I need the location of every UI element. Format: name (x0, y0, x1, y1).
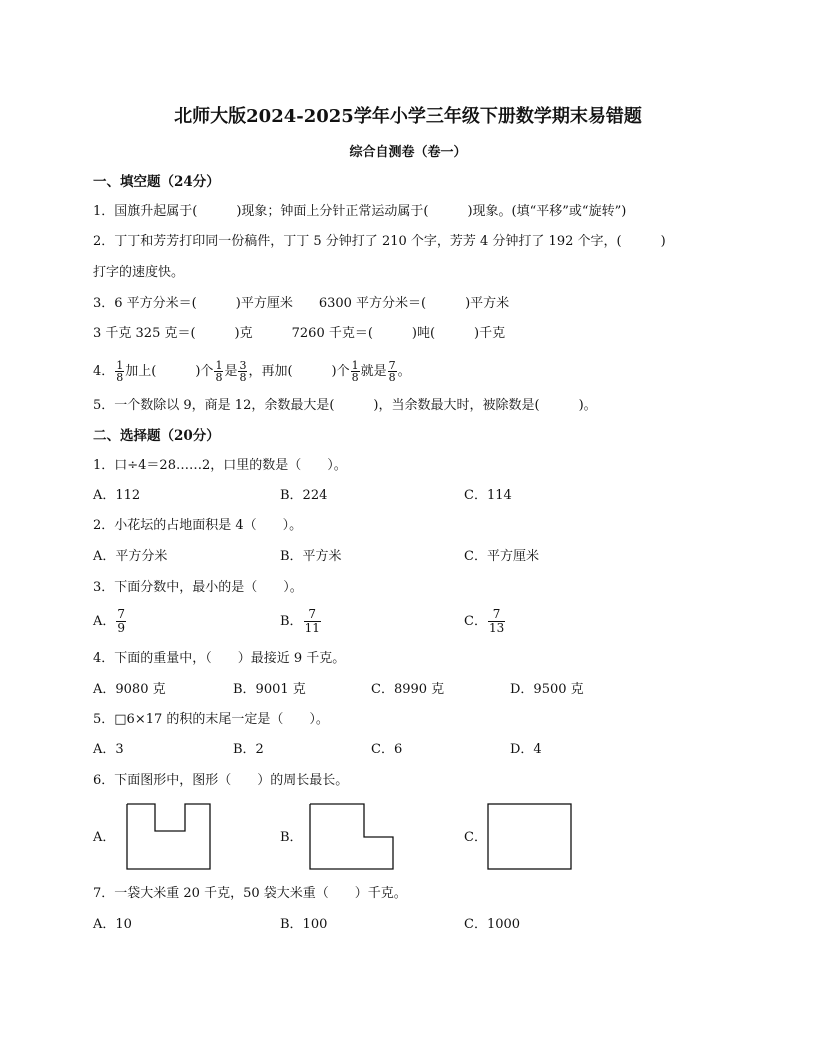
question-2-5: 5．□6×17 的积的末尾一定是（ ）。 (93, 712, 329, 727)
question-1-3-line2: 3 千克 325 克＝( )克 7260 千克＝( )吨( )千克 (93, 326, 506, 341)
fraction: $\frac{1}{8}$ (215, 359, 223, 384)
option-c: C． $\frac{7}{13}$ (464, 607, 505, 635)
option-a: A． (93, 830, 116, 845)
fraction: $\frac{1}{8}$ (351, 359, 359, 384)
option-a: A．10 (93, 917, 132, 932)
question-2-2: 2．小花坛的占地面积是 4（ ）。 (93, 518, 303, 533)
page-title: 北师大版2024-2025学年小学三年级下册数学期末易错题 (174, 106, 642, 127)
question-2-3: 3．下面分数中，最小的是（ ）。 (93, 580, 303, 595)
question-2-4: 4．下面的重量中，（ ）最接近 9 千克。 (93, 651, 346, 666)
question-1-1: 1．国旗升起属于( )现象；钟面上分针正常运动属于( )现象。(填“平移”或“旋转”) (93, 204, 627, 219)
question-2-6: 6．下面图形中，图形（ ）的周长最长。 (93, 773, 349, 788)
option-c: C．114 (464, 488, 512, 503)
option-d: D．4 (510, 742, 542, 757)
option-a: A．平方分米 (93, 549, 168, 564)
question-1-3-line1: 3．6 平方分米＝( )平方厘米 6300 平方分米＝( )平方米 (93, 296, 510, 311)
fraction: $\frac{7}{9}$ (117, 607, 126, 635)
option-c: C．8990 克 (371, 682, 445, 697)
question-2-1: 1．口÷4＝28……2，口里的数是（ ）。 (93, 458, 347, 473)
fraction: $\frac{3}{8}$ (239, 359, 247, 384)
fraction: $\frac{1}{8}$ (116, 359, 124, 384)
fraction: $\frac{7}{8}$ (388, 359, 396, 384)
question-1-2-line1: 2．丁丁和芳芳打印同一份稿件，丁丁 5 分钟打了 210 个字，芳芳 4 分钟打了 192 个字，( ) (93, 234, 666, 249)
question-2-7: 7．一袋大米重 20 千克，50 袋大米重（ ）千克。 (93, 886, 407, 901)
fraction: $\frac{7}{11}$ (304, 607, 320, 635)
option-b: B．100 (280, 917, 328, 932)
option-d: D．9500 克 (510, 682, 584, 697)
option-b: B． (280, 830, 303, 845)
fraction: $\frac{7}{13}$ (488, 607, 505, 635)
option-b: B．9001 克 (233, 682, 306, 697)
question-1-4: 4． $\frac{1}{8}$ 加上( )个 $\frac{1}{8}$ 是 $\frac{3}{8}$ ，再加( )个 $\frac{1}{8}$ 就是 $\frac{7}{8}$ 。 (93, 359, 411, 384)
section-heading-choice: 二、选择题（20分） (93, 428, 220, 444)
option-c: C．6 (371, 742, 403, 757)
question-1-2-line2: 打字的速度快。 (93, 265, 185, 280)
option-b: B． $\frac{7}{11}$ (280, 607, 320, 635)
option-a: A．112 (93, 488, 141, 503)
shape-c-rectangle (487, 803, 573, 871)
option-b: B．平方米 (280, 549, 342, 564)
option-c: C．1000 (464, 917, 521, 932)
option-a: A． $\frac{7}{9}$ (93, 607, 126, 635)
option-c: C． (464, 830, 487, 845)
question-1-5: 5．一个数除以 9，商是 12，余数最大是( )，当余数最大时，被除数是( )。 (93, 398, 597, 413)
option-a: A．3 (93, 742, 124, 757)
option-c: C．平方厘米 (464, 549, 539, 564)
option-a: A．9080 克 (93, 682, 166, 697)
option-b: B．224 (280, 488, 328, 503)
shape-b-l-shape (309, 803, 395, 871)
option-b: B．2 (233, 742, 264, 757)
shape-a-notched-rectangle (126, 803, 212, 871)
page-subtitle: 综合自测卷（卷一） (349, 145, 467, 160)
section-heading-fill-in: 一、填空题（24分） (93, 174, 220, 190)
